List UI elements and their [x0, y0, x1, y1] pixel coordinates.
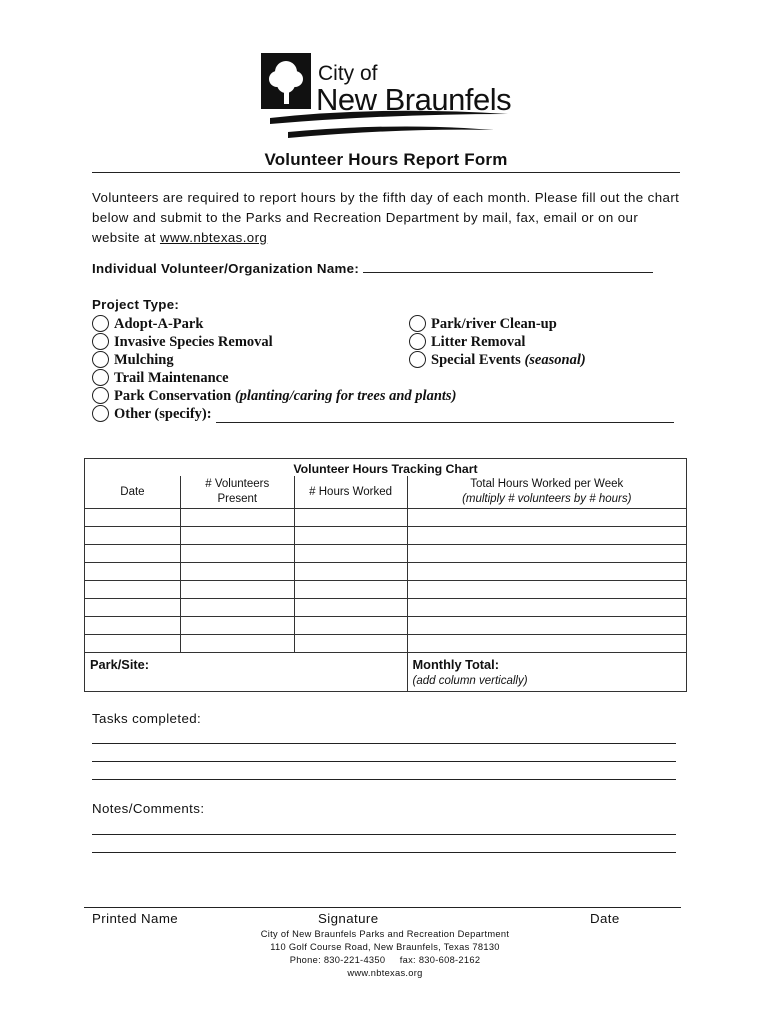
notes-line-1[interactable]	[92, 834, 676, 835]
notes-comments-label: Notes/Comments:	[92, 801, 205, 816]
option-note: (seasonal)	[524, 352, 586, 368]
footer-address	[180, 928, 590, 980]
table-cell[interactable]	[294, 581, 407, 599]
table-cell[interactable]	[407, 545, 686, 563]
option-label: Invasive Species Removal	[114, 334, 273, 350]
intro-paragraph	[92, 188, 682, 248]
volunteer-name-row	[92, 260, 682, 276]
table-cell[interactable]	[85, 581, 181, 599]
table-cell[interactable]	[180, 563, 294, 581]
table-cell[interactable]	[180, 545, 294, 563]
signature-line[interactable]	[84, 907, 681, 908]
intro-text: Volunteers are required to report hours by the fifth day of each month. Please fill out the chart below and submit to the Parks and Recreation Department by mail, fax, email or on our website at	[92, 190, 680, 245]
table-cell[interactable]	[85, 545, 181, 563]
footer-line-department: City of New Braunfels Parks and Recreation Department	[260, 929, 510, 939]
website-link[interactable]: www.nbtexas.org	[159, 230, 268, 245]
option-label: Other (specify):	[114, 406, 212, 422]
table-cell[interactable]	[294, 527, 407, 545]
table-row	[85, 545, 687, 563]
option-label: Adopt-A-Park	[114, 316, 204, 332]
radio-button[interactable]	[92, 405, 109, 422]
radio-button[interactable]	[409, 351, 426, 368]
table-row	[85, 617, 687, 635]
option-park-river-clean-up[interactable]	[409, 315, 557, 333]
project-type-label: Project Type:	[92, 297, 180, 312]
option-mulching[interactable]	[92, 351, 174, 369]
table-cell[interactable]	[407, 527, 686, 545]
option-trail-maintenance[interactable]	[92, 369, 229, 387]
volunteer-name-label: Individual Volunteer/Organization Name:	[92, 261, 364, 276]
page-title: Volunteer Hours Report Form	[264, 150, 508, 169]
option-adopt-a-park[interactable]	[92, 315, 203, 333]
form-title-bar	[92, 150, 680, 173]
table-cell[interactable]	[180, 509, 294, 527]
column-header-total	[407, 476, 686, 509]
footer-line-phone-fax: Phone: 830-221-4350 fax: 830-608-2162	[289, 955, 481, 965]
radio-button[interactable]	[409, 315, 426, 332]
table-cell[interactable]	[294, 545, 407, 563]
table-cell[interactable]	[85, 635, 181, 653]
table-cell[interactable]	[180, 599, 294, 617]
radio-button[interactable]	[409, 333, 426, 350]
table-cell[interactable]	[85, 563, 181, 581]
option-label: Special Events	[431, 352, 525, 368]
option-label: Mulching	[114, 352, 174, 368]
table-row	[85, 563, 687, 581]
monthly-total-label: Monthly Total:	[412, 657, 499, 672]
table-cell[interactable]	[180, 527, 294, 545]
date-label: Date	[590, 911, 620, 926]
other-specify-field[interactable]	[216, 408, 674, 423]
option-park-conservation[interactable]	[92, 387, 456, 405]
radio-button[interactable]	[92, 351, 109, 368]
table-row	[85, 581, 687, 599]
table-row	[85, 509, 687, 527]
notes-line-2[interactable]	[92, 852, 676, 853]
signature-label: Signature	[318, 911, 379, 926]
table-row	[85, 527, 687, 545]
monthly-total-cell[interactable]	[407, 653, 686, 692]
radio-button[interactable]	[92, 315, 109, 332]
table-cell[interactable]	[85, 527, 181, 545]
table-cell[interactable]	[407, 635, 686, 653]
column-header-hours: # Hours Worked	[294, 476, 407, 509]
column-header-date: Date	[85, 476, 181, 509]
table-cell[interactable]	[180, 635, 294, 653]
table-cell[interactable]	[85, 509, 181, 527]
table-cell[interactable]	[294, 635, 407, 653]
city-logo	[258, 48, 518, 144]
option-label: Trail Maintenance	[114, 370, 229, 386]
column-header-volunteers-line2: Present	[217, 493, 258, 505]
column-header-volunteers-line1: # Volunteers	[205, 478, 270, 490]
tasks-line-3[interactable]	[92, 779, 676, 780]
table-header-row	[85, 476, 687, 509]
park-site-label: Park/Site:	[90, 657, 150, 672]
option-label: Park/river Clean-up	[431, 316, 557, 332]
option-label: Park Conservation	[114, 388, 235, 404]
table-footer-row	[85, 653, 687, 692]
column-header-total-line1: Total Hours Worked per Week	[470, 478, 624, 490]
table-cell[interactable]	[294, 563, 407, 581]
table-cell[interactable]	[407, 599, 686, 617]
radio-button[interactable]	[92, 387, 109, 404]
table-cell[interactable]	[85, 617, 181, 635]
table-cell[interactable]	[407, 563, 686, 581]
radio-button[interactable]	[92, 369, 109, 386]
tracking-chart-title: Volunteer Hours Tracking Chart	[85, 459, 687, 477]
column-header-total-line2: (multiply # volunteers by # hours)	[462, 493, 632, 505]
table-cell[interactable]	[407, 509, 686, 527]
option-note: (planting/caring for trees and plants)	[234, 388, 457, 404]
table-cell[interactable]	[407, 617, 686, 635]
table-row	[85, 599, 687, 617]
radio-button[interactable]	[92, 333, 109, 350]
option-special-events[interactable]	[409, 351, 586, 369]
table-row	[85, 635, 687, 653]
table-cell[interactable]	[294, 617, 407, 635]
table-cell[interactable]	[407, 581, 686, 599]
table-cell[interactable]	[294, 599, 407, 617]
logo-new-braunfels: New Braunfels	[316, 82, 512, 117]
option-label: Litter Removal	[431, 334, 526, 350]
table-cell[interactable]	[180, 581, 294, 599]
printed-name-label: Printed Name	[92, 911, 179, 926]
table-cell[interactable]	[85, 599, 181, 617]
option-litter-removal[interactable]	[409, 333, 525, 351]
monthly-total-note: (add column vertically)	[412, 675, 528, 687]
tracking-chart-table	[84, 458, 687, 692]
footer-line-address: 110 Golf Course Road, New Braunfels, Texas 78130	[270, 942, 500, 952]
park-site-cell[interactable]	[85, 653, 408, 692]
footer-line-website: www.nbtexas.org	[347, 968, 423, 978]
table-cell[interactable]	[294, 509, 407, 527]
logo-city-of: City of	[318, 62, 378, 85]
tasks-line-1[interactable]	[92, 743, 676, 744]
tasks-line-2[interactable]	[92, 761, 676, 762]
volunteer-name-field[interactable]	[363, 260, 653, 273]
column-header-volunteers	[180, 476, 294, 509]
option-invasive-species-removal[interactable]	[92, 333, 273, 351]
table-cell[interactable]	[180, 617, 294, 635]
tasks-completed-label: Tasks completed:	[92, 711, 202, 726]
option-other[interactable]	[92, 405, 674, 423]
